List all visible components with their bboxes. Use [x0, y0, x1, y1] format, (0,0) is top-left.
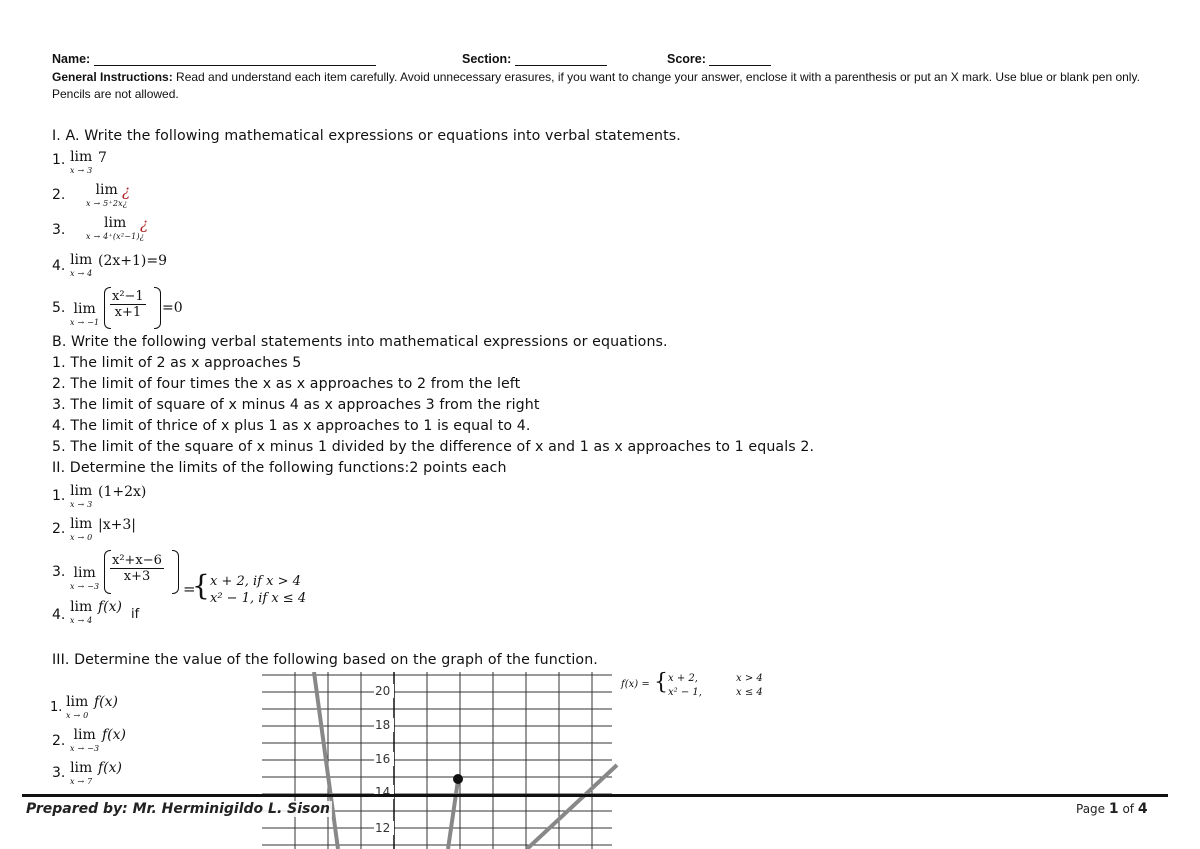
general-instructions: General Instructions: Read and understand each item carefully. Avoid unnecessary erasures, if you want to change your answer, enclose it with a parenthesis or put an X mark. Use blue or blank pen only. Pencils are not allowed.	[52, 70, 1140, 101]
part3-item-1-number: 1.	[50, 700, 63, 715]
part3-item-2-expr: f(x)	[102, 727, 127, 743]
graph-grid	[262, 672, 612, 849]
y-tick-20: 20	[375, 684, 391, 698]
part3-item-3-expr: f(x)	[98, 760, 123, 776]
part2-item-3-number: 3.	[52, 564, 66, 580]
graph-formula-row-1: x + 2,	[668, 673, 698, 684]
part1b-item-5: 5. The limit of the square of x minus 1 divided by the difference of x and 1 as x approaches to 1 equals 2.	[52, 439, 815, 455]
part3-item-2-number: 2.	[52, 733, 66, 749]
part2-title: II. Determine the limits of the following functions:2 points each	[52, 460, 507, 476]
graph-formula-row-2: x² − 1,	[668, 687, 702, 698]
part1a-item-2-expr: ¿	[122, 182, 131, 200]
part2-item-4-number: 4.	[52, 607, 66, 623]
curve-right-branch	[527, 765, 617, 849]
part3-item-1-expr: f(x)	[94, 694, 119, 710]
part1a-item-4-limit: lim x → 4	[70, 252, 93, 278]
graph-formula-lhs: f(x) =	[621, 679, 650, 690]
score-field: Score:	[667, 52, 771, 66]
closed-point	[453, 774, 463, 784]
y-tick-12: 12	[375, 821, 391, 835]
prepared-by: Prepared by: Mr. Herminigildo L. Sison	[26, 801, 330, 817]
part1b-item-4: 4. The limit of thrice of x plus 1 as x approaches to 1 is equal to 4.	[52, 418, 531, 434]
part2-item-4-after: if	[131, 607, 140, 622]
part1a-item-3-expr: ¿	[140, 215, 149, 233]
part3-item-2-limit: lim x → −3	[70, 727, 100, 753]
part1a-item-1-limit: lim x → 3	[70, 149, 93, 175]
right-paren	[154, 287, 161, 329]
part2-item-3-fraction: $\frac{\text{x²+x−6}}{x+3}$	[112, 553, 162, 584]
part1a-item-2-limit: lim x → 5⁺2x¿	[86, 182, 128, 208]
part3-item-1-limit: lim x → 0	[66, 694, 89, 720]
part2-item-1-limit: lim x → 3	[70, 483, 93, 509]
part1a-item-5-after: =0	[162, 300, 183, 316]
part1a-item-4-number: 4.	[52, 258, 66, 274]
piecewise-brace-icon: {	[192, 569, 210, 602]
piecewise-equals: =	[183, 580, 196, 598]
part2-item-2-expr: |x+3|	[98, 517, 136, 533]
part1a-item-5-number: 5.	[52, 300, 66, 316]
part1a-item-4-expr: (2x+1)=9	[98, 253, 168, 269]
part2-item-1-expr: (1+2x)	[98, 484, 147, 500]
piecewise-row-2: x² − 1, if x ≤ 4	[210, 591, 307, 606]
y-tick-16: 16	[375, 752, 391, 766]
part2-item-2-number: 2.	[52, 521, 66, 537]
part3-title: III. Determine the value of the following based on the graph of the function.	[52, 652, 598, 668]
name-field: Name:	[52, 52, 376, 66]
y-tick-18: 18	[375, 718, 391, 732]
part2-item-1-number: 1.	[52, 488, 66, 504]
part1b-title: B. Write the following verbal statements into mathematical expressions or equations.	[52, 334, 668, 350]
part1b-item-1: 1. The limit of 2 as x approaches 5	[52, 355, 302, 371]
part2-item-3-limit: lim x → −3	[70, 565, 100, 591]
piecewise-row-1: x + 2, if x > 4	[210, 574, 301, 589]
part2-item-4-expr: f(x)	[98, 599, 123, 615]
part3-item-3-number: 3.	[52, 765, 66, 781]
function-graph	[262, 672, 622, 849]
graph-formula-row-2-cond: x ≤ 4	[736, 687, 763, 698]
graph-formula-row-1-cond: x > 4	[736, 673, 763, 684]
part2-item-4-limit: lim x → 4	[70, 599, 93, 625]
part1a-item-3-number: 3.	[52, 222, 66, 238]
part3-item-3-limit: lim x → 7	[70, 760, 93, 786]
part1a-item-5-limit: lim x → −1	[70, 301, 100, 327]
part2-item-2-limit: lim x → 0	[70, 516, 93, 542]
curve-middle-branch	[448, 780, 458, 849]
part1a-item-3-limit: lim x → 4⁺(x²−1)¿	[86, 215, 145, 241]
page-indicator: Page 1 of 4	[1076, 801, 1148, 817]
part1a-item-1-number: 1.	[52, 152, 66, 168]
y-tick-14: 14	[375, 785, 391, 799]
graph-formula-brace-icon: {	[654, 670, 668, 695]
part1a-item-2-number: 2.	[52, 187, 66, 203]
footer-rule	[22, 794, 1168, 797]
right-paren	[172, 550, 179, 594]
part1a-item-5-fraction: $\frac{\text{x²−1}}{x+1}$	[112, 289, 144, 320]
section-field: Section:	[462, 52, 607, 66]
part1a-title: I. A. Write the following mathematical expressions or equations into verbal statements.	[52, 128, 681, 144]
part1b-item-3: 3. The limit of square of x minus 4 as x approaches 3 from the right	[52, 397, 540, 413]
part1a-item-1-expr: 7	[98, 150, 107, 166]
part1b-item-2: 2. The limit of four times the x as x approaches to 2 from the left	[52, 376, 521, 392]
